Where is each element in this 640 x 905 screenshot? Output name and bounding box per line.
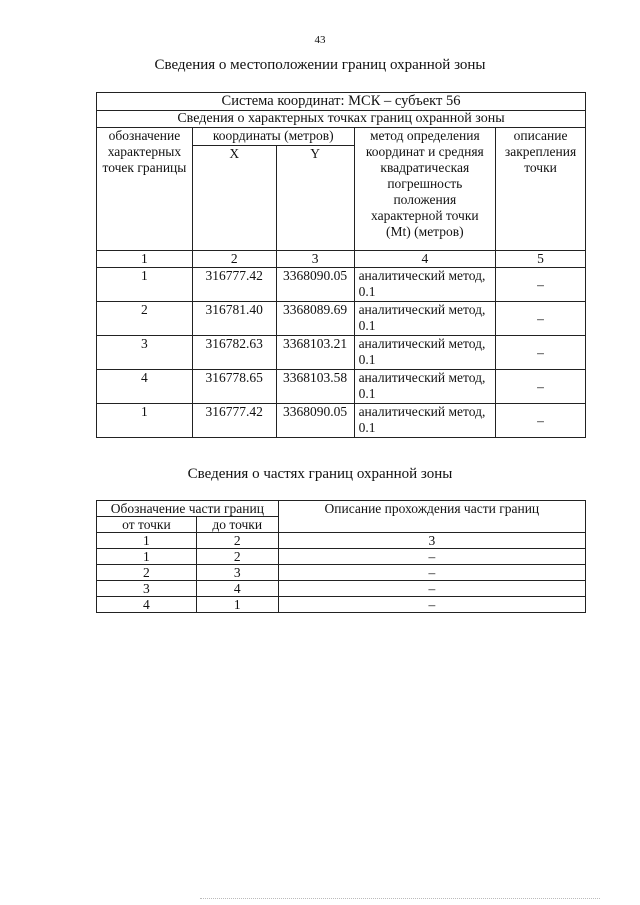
point-id: 1 <box>97 404 193 438</box>
to-point: 3 <box>196 565 278 581</box>
method-value: аналитический метод, 0.1 <box>354 268 496 302</box>
y-value: 3368103.21 <box>276 336 354 370</box>
header-method: метод определения координат и средняя квадратическая погрешность положения характерной точки (Mt) (метров) <box>354 128 496 251</box>
x-value: 316778.65 <box>192 370 276 404</box>
method-value: аналитический метод, 0.1 <box>354 404 496 438</box>
x-value: 316777.42 <box>192 404 276 438</box>
header-part-description: Описание прохождения части границ <box>278 501 585 533</box>
column-number: 1 <box>97 251 193 268</box>
part-description: – <box>278 549 585 565</box>
description-value: – <box>496 370 586 404</box>
column-number: 5 <box>496 251 586 268</box>
description-value: – <box>496 268 586 302</box>
table-row <box>97 268 586 302</box>
y-value: 3368090.05 <box>276 268 354 302</box>
table-row <box>97 565 586 581</box>
column-number: 4 <box>354 251 496 268</box>
to-point: 4 <box>196 581 278 597</box>
page-number: 43 <box>314 34 326 46</box>
from-point: 1 <box>97 549 197 565</box>
header-coordinates: координаты (метров) <box>192 128 354 146</box>
header-from-point: от точки <box>97 517 197 533</box>
to-point: 1 <box>196 597 278 613</box>
boundary-parts-table <box>96 500 586 613</box>
header-part-designation: Обозначение части границ <box>97 501 279 517</box>
coordinate-system: Система координат: МСК – субъект 56 <box>97 93 586 111</box>
table-row <box>97 404 586 438</box>
header-y: Y <box>276 146 354 251</box>
point-id: 4 <box>97 370 193 404</box>
column-number: 1 <box>97 533 197 549</box>
column-number: 2 <box>196 533 278 549</box>
from-point: 2 <box>97 565 197 581</box>
table-row <box>97 597 586 613</box>
document-title: Сведения о местоположении границ охранной зоны <box>154 57 486 73</box>
column-number: 3 <box>278 533 585 549</box>
header-description: описание закрепления точки <box>496 128 586 251</box>
y-value: 3368090.05 <box>276 404 354 438</box>
table-row <box>97 302 586 336</box>
method-value: аналитический метод, 0.1 <box>354 336 496 370</box>
scan-artifact-line <box>200 898 600 900</box>
from-point: 3 <box>97 581 197 597</box>
header-x: X <box>192 146 276 251</box>
y-value: 3368103.58 <box>276 370 354 404</box>
table-row <box>97 336 586 370</box>
column-number: 2 <box>192 251 276 268</box>
x-value: 316777.42 <box>192 268 276 302</box>
point-id: 3 <box>97 336 193 370</box>
method-value: аналитический метод, 0.1 <box>354 302 496 336</box>
point-id: 2 <box>97 302 193 336</box>
coordinates-table <box>96 92 586 438</box>
point-id: 1 <box>97 268 193 302</box>
parts-title: Сведения о частях границ охранной зоны <box>187 466 453 482</box>
column-number: 3 <box>276 251 354 268</box>
part-description: – <box>278 597 585 613</box>
method-value: аналитический метод, 0.1 <box>354 370 496 404</box>
part-description: – <box>278 581 585 597</box>
part-description: – <box>278 565 585 581</box>
from-point: 4 <box>97 597 197 613</box>
x-value: 316781.40 <box>192 302 276 336</box>
table-row <box>97 581 586 597</box>
description-value: – <box>496 404 586 438</box>
header-to-point: до точки <box>196 517 278 533</box>
y-value: 3368089.69 <box>276 302 354 336</box>
description-value: – <box>496 302 586 336</box>
section-header: Сведения о характерных точках границ охранной зоны <box>97 111 586 128</box>
table-row <box>97 549 586 565</box>
x-value: 316782.63 <box>192 336 276 370</box>
description-value: – <box>496 336 586 370</box>
table-row <box>97 370 586 404</box>
to-point: 2 <box>196 549 278 565</box>
header-point-designation: обозначение характерных точек границы <box>97 128 193 251</box>
